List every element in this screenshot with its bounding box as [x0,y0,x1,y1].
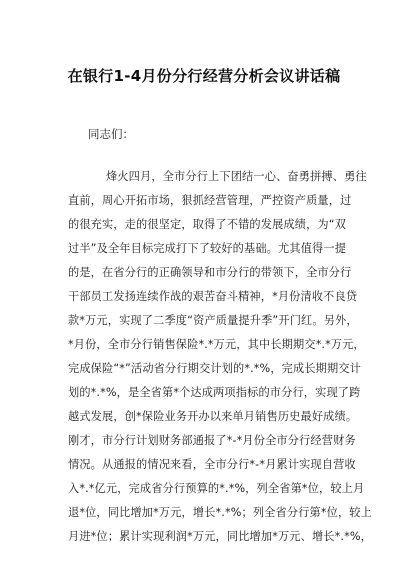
text-line: 的是，在省分行的正确领导和市分行的带领下，全市分行 [68,266,352,279]
text-line: 烽火四月，全市分行上下团结一心、奋勇拼搏、勇往 [106,170,367,183]
text-line: 完成保险“*”活动省分行期交计划的*.*%，完成长期期交计 [68,362,362,375]
text-line: 的很充实，走的很坚定，取得了不错的发展成绩，为“双 [68,218,347,231]
text-line: 直前，周心开拓市场，狠抓经营管理，严控资产质量，过 [68,194,352,207]
salutation: 同志们： [88,127,134,141]
text-line: 款*万元，实现了二季度“资产质量提升季”开门红。另外， [68,314,358,327]
text-line: 过半”及全年目标完成打下了较好的基础。尤其值得一提 [68,242,347,255]
text-line: 越式发展，创*保险业务开办以来单月销售历史最好成绩。 [68,410,358,423]
text-line: 干部员工发扬连续作战的艰苦奋斗精神，*月份清收不良贷 [68,290,358,303]
text-line: 退*位，同比增加*万元，增长*.*%；列全省分行第*位，较上 [68,506,372,519]
text-line: 划的*.*%，是全省第*个达成两项指标的市分行，实现了跨 [68,386,361,399]
document-title: 在银行1-4月份分行经营分析会议讲话稿 [67,67,341,85]
text-line: 情况。从通报的情况来看，全市分行*-*月累计实现自营收 [68,458,356,471]
text-line: 刚才，市分行计划财务部通报了*-*月份全市分行经营财务 [68,434,356,447]
text-line: 入*.*亿元，完成省分行预算的*.*%，列全省第*位，较上月 [68,482,365,495]
text-line: 月进*位；累计实现利润*万元，同比增加*万元、增长*.*%， [68,530,372,543]
text-line: *月份，全市分行销售保险*.*万元，其中长期期交*.*万元， [68,338,365,351]
